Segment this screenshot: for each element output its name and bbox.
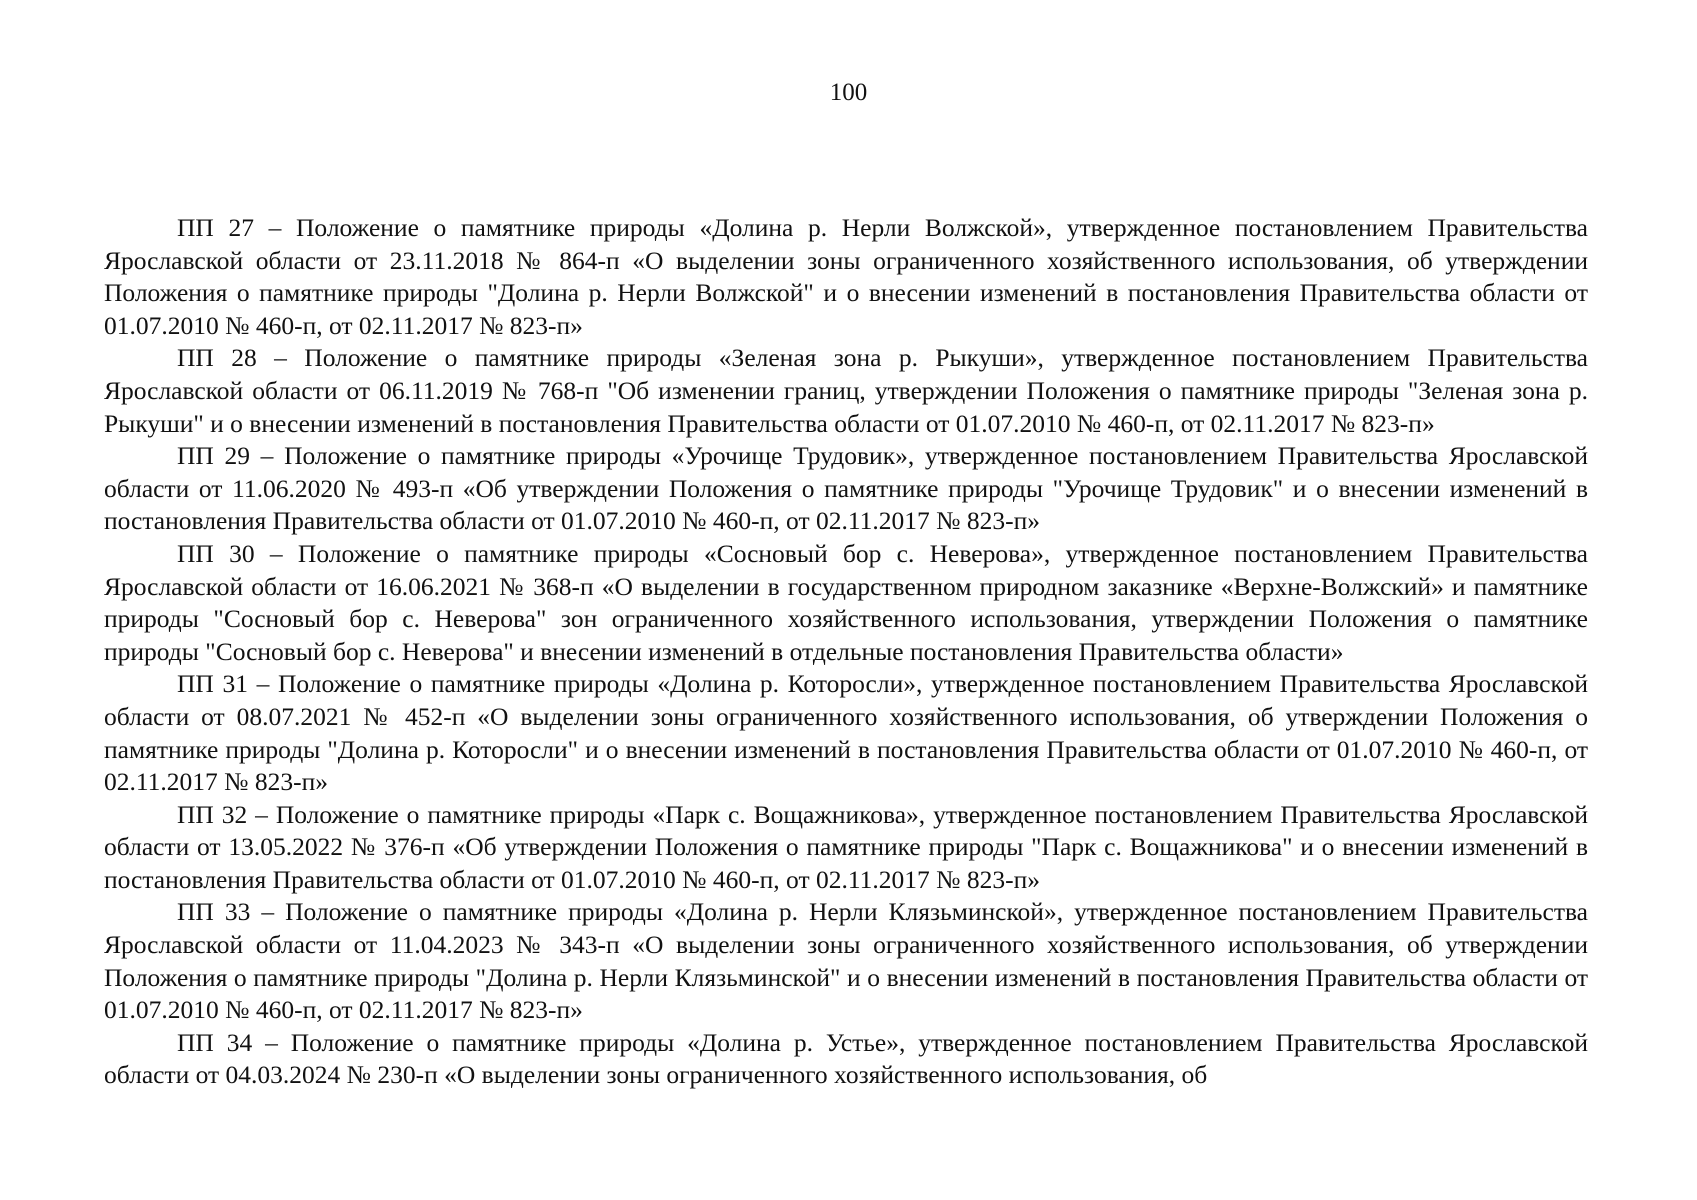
list-item-pp28: ПП 28 – Положение о памятнике природы «Зеленая зона р. Рыкуши», утвержденное постановлением Правительства Ярославской области от 06.11.2019 № 768-п "Об изменении границ, утверждении Положения о памятнике природы "Зеленая зона р. Рыкуши" и о внесении изменений в постановления Правительства области от 01.07.2010 № 460-п, от 02.11.2017 № 823-п» xyxy=(104,343,1588,438)
list-item-pp27: ПП 27 – Положение о памятнике природы «Долина р. Нерли Волжской», утвержденное постановлением Правительства Ярославской области от 23.11.2018 № 864-п «О выделении зоны ограниченного хозяйственного использования, об утверждении Положения о памятнике природы "Долина р. Нерли Волжской" и о внесении изменений в постановления Правительства области от 01.07.2010 № 460-п, от 02.11.2017 № 823-п» xyxy=(104,213,1588,340)
list-item-pp34: ПП 34 – Положение о памятнике природы «Долина р. Устье», утвержденное постановлением Правительства Ярославской области от 04.03.2024 № 230-п «О выделении зоны ограниченного хозяйственного использования, об xyxy=(104,1027,1588,1090)
list-item-pp33: ПП 33 – Положение о памятнике природы «Долина р. Нерли Клязьминской», утвержденное постановлением Правительства Ярославской области от 11.04.2023 № 343-п «О выделении зоны ограниченного хозяйственного использования, об утверждении Положения о памятнике природы "Долина р. Нерли Клязьминской" и о внесении изменений в постановления Правительства области от 01.07.2010 № 460-п, от 02.11.2017 № 823-п» xyxy=(104,897,1588,1025)
list-item-pp29: ПП 29 – Положение о памятнике природы «Урочище Трудовик», утвержденное постановлением Правительства Ярославской области от 11.06.2020 № 493-п «Об утверждении Положения о памятнике природы "Урочище Трудовик" и о внесении изменений в постановления Правительства области от 01.07.2010 № 460-п, от 02.11.2017 № 823-п» xyxy=(104,441,1588,536)
list-item-pp32: ПП 32 – Положение о памятнике природы «Парк с. Вощажникова», утвержденное постановлением Правительства Ярославской области от 13.05.2022 № 376-п «Об утверждении Положения о памятнике природы "Парк с. Вощажникова" и о внесении изменений в постановления Правительства области от 01.07.2010 № 460-п, от 02.11.2017 № 823-п» xyxy=(104,799,1588,894)
document-body xyxy=(104,212,1588,1092)
list-item-pp30: ПП 30 – Положение о памятнике природы «Сосновый бор с. Неверова», утвержденное постановлением Правительства Ярославской области от 16.06.2021 № 368-п «О выделении в государственном природном заказнике «Верхне-Волжский» и памятнике природы "Сосновый бор с. Неверова" зон ограниченного хозяйственного использования, утверждении Положения о памятнике природы "Сосновый бор с. Неверова" и внесении изменений в отдельные постановления Правительства области» xyxy=(104,538,1588,666)
list-item-pp31: ПП 31 – Положение о памятнике природы «Долина р. Которосли», утвержденное постановлением Правительства Ярославской области от 08.07.2021 № 452-п «О выделении зоны ограниченного хозяйственного использования, об утверждении Положения о памятнике природы "Долина р. Которосли" и о внесении изменений в постановления Правительства области от 01.07.2010 № 460-п, от 02.11.2017 № 823-п» xyxy=(104,669,1588,797)
page-number: 100 xyxy=(829,79,868,106)
